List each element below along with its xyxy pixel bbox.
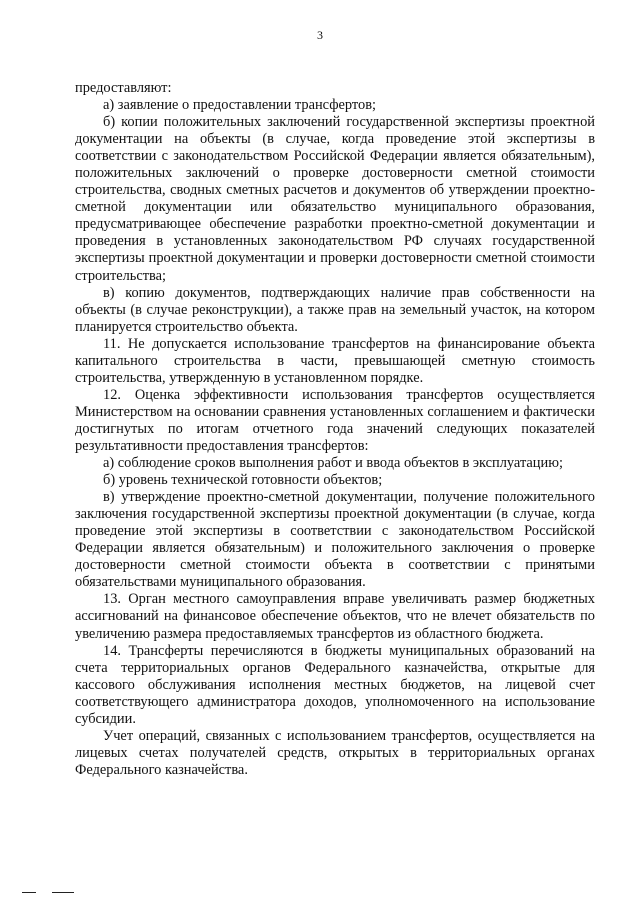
page-number: 3 [317,28,323,42]
paragraph: а) заявление о предоставлении трансфертов; [103,97,377,114]
paragraph: 13. Орган местного самоуправления вправе увеличивать размер бюджетных ассигнований на финансовое обеспечение объектов, что не влечет обязательств по увеличению размера предоставляемых трансфертов из областного бюджета. [75,591,595,642]
paragraph: а) соблюдение сроков выполнения работ и ввода объектов в эксплуатацию; [103,455,563,472]
document-body [75,80,595,779]
paragraph: в) утверждение проектно-сметной документации, получение положительного заключения государственной экспертизы проектной документации (в случае, когда проведение этой экспертизы в соответствии с законодательством Российской Федерации является обязательным) и положительного заключения о проверке достоверности сметной стоимости объекта в соответствии с принятыми обязательствами муниципального образования. [75,489,595,591]
footer-mark [52,892,74,893]
paragraph: 12. Оценка эффективности использования трансфертов осуществляется Министерством на основании сравнения установленных соглашением и фактически достигнутых по итогам отчетного года значений следующих показателей результативности предоставления трансфертов: [75,386,595,454]
paragraph: в) копию документов, подтверждающих наличие прав собственности на объекты (в случае реконструкции), а также прав на земельный участок, на котором планируется строительство объекта. [75,284,595,335]
paragraph: б) копии положительных заключений государственной экспертизы проектной документации на объекты (в случае, когда проведение этой экспертизы в соответствии с законодательством Российской Федерации является обязательным), положительных заключений о проверке достоверности сметной стоимости строительства, сводных сметных расчетов и документов об утверждении проектно-сметной документации или обязательство муниципального образования, предусматривающее обеспечение разработки проектно-сметной документации и проведения в установленных законодательством РФ случаях государственной экспертизы проектной документации и проверки достоверности сметной стоимости строительства; [75,114,595,284]
footer-mark [22,892,36,893]
paragraph: б) уровень технической готовности объектов; [103,472,383,489]
paragraph: предоставляют: [75,80,172,96]
paragraph: 14. Трансферты перечисляются в бюджеты муниципальных образований на счета территориальных органов Федерального казначейства, открытые для кассового обслуживания исполнения местных бюджетов, на лицевой счет соответствующего администратора доходов, уполномоченного на использование субсидии. [75,642,595,727]
paragraph: Учет операций, связанных с использованием трансфертов, осуществляется на лицевых счетах получателей средств, открытых в территориальных органах Федерального казначейства. [75,727,595,778]
paragraph: 11. Не допускается использование трансфертов на финансирование объекта капитального строительства в части, превышающей сметную стоимость строительства, утвержденную в установленном порядке. [75,335,595,386]
